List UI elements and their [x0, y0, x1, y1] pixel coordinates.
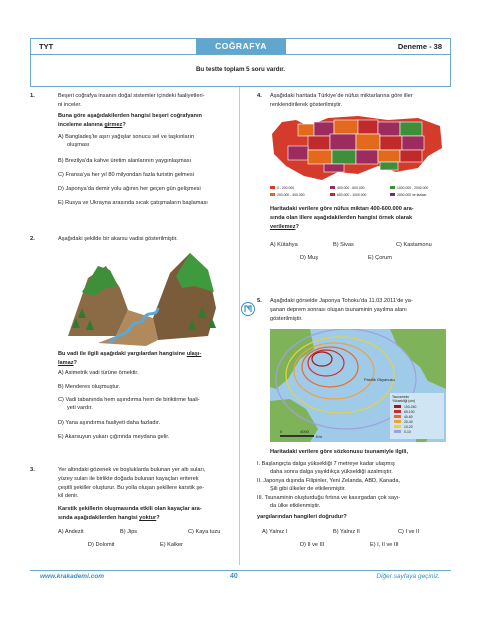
q3-option-c[interactable]: C) Kaya tuzu [188, 529, 221, 535]
svg-text:100-240: 100-240 [404, 405, 417, 409]
q5-question: Haritadaki verilere göre sözkonusu tsunamiyle ilgili, [270, 449, 409, 455]
q4-question: Haritadaki verilere göre nüfus miktarı 400-600.000 ara- sında olan illere aşağıdakilerden hangisi örnek olarak verilemez? [270, 206, 414, 230]
footer-divider [30, 570, 451, 571]
q1-option-d[interactable]: D) Japonya’da demir yolu ağının her geçen gün gelişmesi [58, 186, 201, 192]
q4-option-c[interactable]: C) Kastamonu [396, 242, 432, 248]
q3-option-b[interactable]: B) Jips [120, 529, 138, 535]
q5-statement-2: II. Japonya dışında Filipinler, Yeni Zelanda, ABD, Kanada, Şili gibi ülkeler de etkilenmiştir. [257, 478, 401, 492]
q1-stem: Beşeri coğrafya insanın doğal sistemler içindeki faaliyetleri- ni inceler. [58, 93, 205, 108]
q1-option-b[interactable]: B) Brezilya’da kahve üretim alanlarının yaygınlaşması [58, 158, 192, 164]
q5-option-e[interactable]: E) I, II ve III [370, 542, 399, 548]
q1-number: 1. [30, 93, 35, 99]
q5-statement-1: I. Başlangıçta dalga yüksekliği 7 metreye kadar ulaşmış daha sonra dalga yayıldıkça yükseldiği azalmıştır. [257, 461, 395, 475]
svg-text:1000.000 - 2000.000: 1000.000 - 2000.000 [397, 186, 429, 190]
tsunami-map [270, 329, 446, 442]
q1-option-a[interactable]: A) Bangladeş’te aşırı yağışlar sonucu sel ve taşkınların oluşması [58, 134, 195, 148]
turkey-population-map [268, 110, 446, 202]
info-box [30, 55, 451, 87]
svg-text:0 - 200.000: 0 - 200.000 [277, 186, 295, 190]
svg-text:4000: 4000 [300, 429, 309, 434]
q5-stem: Aşağıdaki görselde Japonya Tohoku’da 11.03.2011’de ya- şanan deprem sonrası oluşan tsunaminin yayılma alanı gösterilmiştir. [270, 298, 413, 322]
svg-text:Tsunaminin: Tsunaminin [392, 395, 410, 399]
q5-prompt: yargılarından hangileri doğrudur? [257, 514, 347, 520]
page-header [30, 38, 451, 55]
question-count-note: Bu testte toplam 5 soru vardır. [195, 66, 286, 73]
svg-text:60-100: 60-100 [404, 410, 415, 414]
publisher-logo-icon [241, 302, 255, 316]
q5-option-d[interactable]: D) II ve III [300, 542, 325, 548]
q4-option-e[interactable]: E) Çorum [368, 255, 392, 261]
q4-option-a[interactable]: A) Kütahya [270, 242, 298, 248]
q3-question: Karstik şekillerin oluşmasında etkili olan kayaçlar ara- sında aşağıdakilerden hangisi yoktur? [58, 506, 202, 521]
q5-option-c[interactable]: C) I ve II [398, 529, 420, 535]
column-divider [239, 87, 240, 565]
exam-type: TYT [39, 42, 54, 51]
q3-option-d[interactable]: D) Dolomit [88, 542, 115, 548]
q2-option-c[interactable]: C) Vadi tabanında hem aşındırma hem de biriktirme faali- yeti vardır. [58, 397, 200, 411]
q1-option-e[interactable]: E) Rusya ve Ukrayna arasında sıcak çatışmaların başlaması [58, 200, 208, 206]
svg-text:200.000 - 400.000: 200.000 - 400.000 [277, 193, 305, 197]
q3-option-e[interactable]: E) Kalker [160, 542, 184, 548]
next-page-note: Diğer sayfaya geçiniz. [376, 573, 440, 580]
svg-text:2000.000 ve fazlası: 2000.000 ve fazlası [397, 193, 427, 197]
q3-option-a[interactable]: A) Andezit [58, 529, 84, 535]
q2-option-b[interactable]: B) Menderes oluşmuştur. [58, 384, 121, 390]
svg-text:Pasifik Okyanusu: Pasifik Okyanusu [364, 377, 395, 382]
q2-option-d[interactable]: D) Yana aşındırma faaliyeti daha fazladır. [58, 420, 161, 426]
q5-number: 5. [257, 298, 262, 304]
exam-number: Deneme - 38 [397, 42, 442, 51]
svg-text:0: 0 [280, 429, 283, 434]
svg-text:600.000 - 1000.000: 600.000 - 1000.000 [337, 193, 367, 197]
svg-text:Yüksekliği (cm): Yüksekliği (cm) [392, 399, 415, 403]
q2-option-e[interactable]: E) Akarsuyun yukarı çığırında meydana gelir. [58, 434, 170, 440]
q4-number: 4. [257, 93, 262, 99]
q5-statement-3: III. Tsunaminin oluşturduğu fırtına ve kasırgadan çok sayı- da ülke etkilenmiştir. [257, 495, 401, 509]
q1-question: Buna göre aşağıdakilerden hangisi beşeri coğrafyanın inceleme alanına girmez? [58, 113, 202, 128]
q4-option-b[interactable]: B) Sivas [333, 242, 354, 248]
q5-option-a[interactable]: A) Yalnız I [262, 529, 288, 535]
q2-stem: Aşağıdaki şekilde bir akarsu vadisi gösterilmiştir. [58, 236, 178, 242]
website-link[interactable]: www.krakademi.com [40, 573, 105, 580]
q2-question: Bu vadi ile ilgili aşağıdaki yargılardan hangisine ulaşı- lamaz? [58, 351, 202, 366]
svg-text:0-10: 0-10 [404, 430, 411, 434]
q2-option-a[interactable]: A) Asimetrik vadi türüne örnektir. [58, 370, 139, 376]
river-valley-figure [58, 248, 228, 348]
subject-title: COĞRAFYA [196, 39, 286, 54]
svg-text:20-40: 20-40 [404, 420, 413, 424]
q3-stem: Yer altındaki gözenek ve boşluklarda bulunan yer altı suları, yüzey suları ile birlikte doğada bulunan kayaçları eriterek çeşitli şekiller oluşturur. Bu yolla oluşan şekillere karstik şe- kil denir. [58, 467, 206, 500]
svg-text:Km: Km [316, 434, 322, 439]
q4-option-d[interactable]: D) Muş [300, 255, 319, 261]
q3-number: 3. [30, 467, 35, 473]
q2-number: 2. [30, 236, 35, 242]
svg-text:400.000 - 600.000: 400.000 - 600.000 [337, 186, 365, 190]
q5-option-b[interactable]: B) Yalnız II [333, 529, 360, 535]
q4-stem: Aşağıdaki haritada Türkiye’de nüfus miktarlarına göre iller renklendirilerek gösterilmiştir. [270, 93, 413, 108]
svg-text:40-60: 40-60 [404, 415, 413, 419]
page-number: 40 [230, 573, 238, 580]
q1-option-c[interactable]: C) Fransa’ya her yıl 80 milyondan fazla turistin gelmesi [58, 172, 194, 178]
svg-text:10-20: 10-20 [404, 425, 413, 429]
